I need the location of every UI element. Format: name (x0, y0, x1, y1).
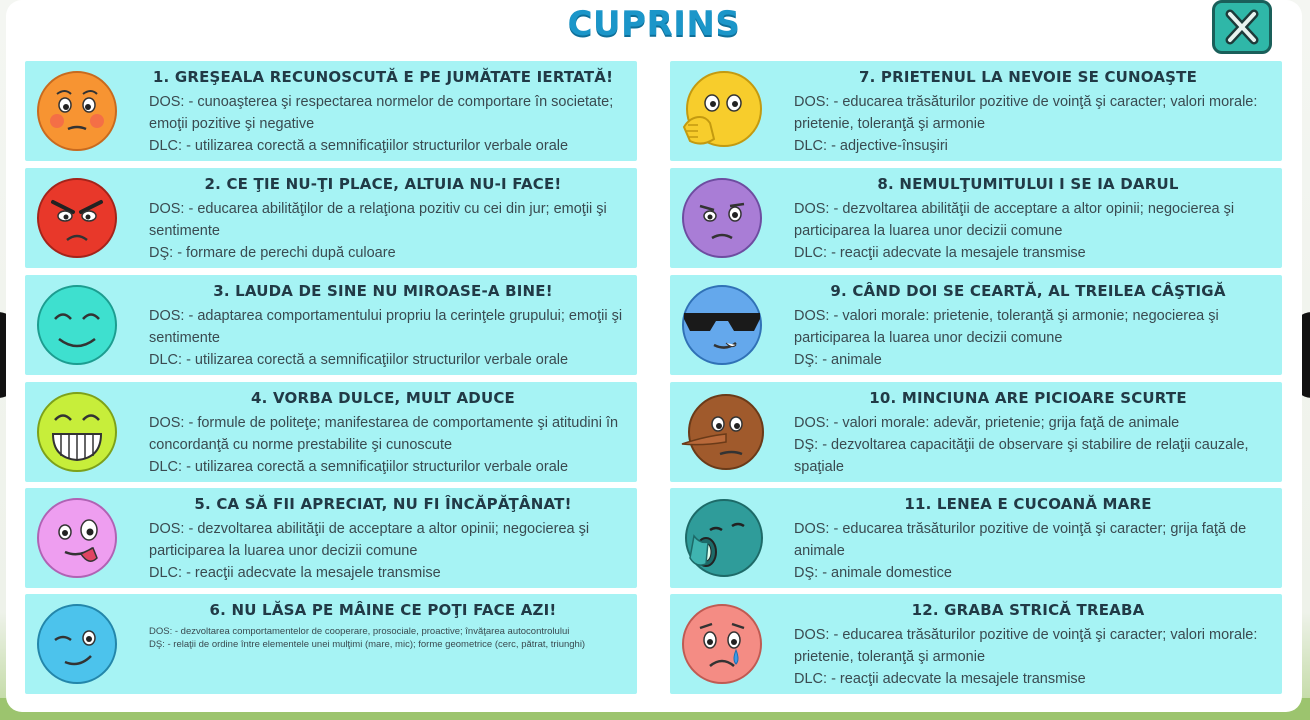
lesson-title: 4. VORBA DULCE, MULT ADUCE (251, 389, 515, 407)
lesson-title: 9. CÂND DOI SE CEARTĂ, AL TREILEA CÂŞTIGĂ (830, 282, 1226, 300)
lesson-line: DOS: - valori morale: adevăr, prietenie; grija faţă de animale (794, 415, 1180, 431)
lesson-line: DOS: - educarea trăsăturilor pozitive de voinţă şi caracter; valori morale: prietenie, toleranţă şi armonie (794, 627, 1258, 665)
lesson-description (794, 518, 1272, 584)
lesson-title: 6. NU LĂSA PE MÂINE CE POŢI FACE AZI! (209, 601, 557, 619)
lesson-line: DOS: - dezvoltarea comportamentelor de cooperare, prosociale, proactive; învăţarea autocontrolului (149, 626, 570, 637)
lesson-card[interactable] (670, 168, 1282, 268)
lesson-title: 10. MINCIUNA ARE PICIOARE SCURTE (869, 389, 1187, 407)
lesson-line: DLC: - utilizarea corectă a semnificaţiilor structurilor verbale orale (149, 459, 569, 475)
lesson-line: DŞ: - animale (794, 352, 882, 368)
lesson-line: DOS: - educarea abilităţilor de a relaţiona pozitiv cu cei din jur; emoţii şi sentimente (149, 201, 607, 239)
lesson-description (794, 305, 1272, 371)
lesson-card[interactable] (670, 594, 1282, 694)
lesson-line: DLC: - reacţii adecvate la mesajele transmise (794, 245, 1086, 261)
lesson-card[interactable] (25, 61, 637, 161)
lesson-title: 2. CE ŢIE NU-ŢI PLACE, ALTUIA NU-I FACE! (204, 175, 562, 193)
purple-unamused-face-icon (680, 176, 764, 260)
yellow-whispering-face-icon (680, 69, 764, 153)
lesson-line: DLC: - utilizarea corectă a semnificaţiilor structurilor verbale orale (149, 352, 569, 368)
lesson-line: DLC: - adjective-însuşiri (794, 138, 948, 154)
page-title: CUPRINS (567, 4, 741, 44)
lesson-card[interactable] (670, 61, 1282, 161)
lesson-card[interactable] (25, 382, 637, 482)
lesson-line: DOS: - educarea trăsăturilor pozitive de voinţă şi caracter; grija faţă de animale (794, 521, 1247, 559)
teal-yawning-face-icon (680, 496, 764, 580)
lesson-line: DOS: - valori morale: prietenie, toleranţă şi armonie; negocierea şi participarea la luarea unor decizii comune (794, 308, 1219, 346)
lesson-description (794, 412, 1272, 478)
lesson-description (149, 91, 627, 157)
lesson-line: DOS: - dezvoltarea abilităţii de acceptare a altor opinii; negocierea şi participarea la luarea unor decizii comune (794, 201, 1235, 239)
lesson-title: 3. LAUDA DE SINE NU MIROASE-A BINE! (213, 282, 553, 300)
blue-winking-face-icon (35, 602, 119, 686)
lesson-card[interactable] (25, 488, 637, 588)
pink-tongue-face-icon (35, 496, 119, 580)
lesson-description (794, 91, 1272, 157)
lesson-line: DOS: - educarea trăsăturilor pozitive de voinţă şi caracter; valori morale: prietenie, toleranţă şi armonie (794, 94, 1258, 132)
red-angry-face-icon (35, 176, 119, 260)
lesson-line: DŞ: - animale domestice (794, 565, 952, 581)
lesson-description (794, 198, 1272, 264)
lesson-line: DOS: - cunoaşterea şi respectarea normelor de comportare în societate; emoţii pozitive şi negative (149, 94, 614, 132)
orange-blushing-face-icon (35, 69, 119, 153)
lesson-card[interactable] (670, 488, 1282, 588)
lesson-card[interactable] (25, 275, 637, 375)
contents-panel (6, 0, 1302, 712)
lesson-card[interactable] (25, 594, 637, 694)
lesson-line: DŞ: - relaţii de ordine între elementele unei mulţimi (mare, mic); forme geometrice (cerc, pătrat, triunghi) (149, 638, 586, 650)
lesson-description (149, 412, 627, 478)
lesson-card[interactable] (25, 168, 637, 268)
salmon-crying-face-icon (680, 602, 764, 686)
lesson-description (149, 626, 627, 651)
lesson-line: DŞ: - dezvoltarea capacităţii de observare şi stabilire de relaţii cauzale, spaţiale (794, 437, 1249, 475)
lesson-line: DOS: - formule de politeţe; manifestarea de comportamente şi atitudini în concordanţă cu norme prestabilite şi cunoscute (149, 415, 619, 453)
lesson-title: 1. GREŞEALA RECUNOSCUTĂ E PE JUMĂTATE IERTATĂ! (152, 68, 614, 86)
brown-long-nose-face-icon (680, 390, 764, 474)
lesson-description (149, 305, 627, 371)
lime-grinning-face-icon (35, 390, 119, 474)
lesson-line: DLC: - reacţii adecvate la mesajele transmise (794, 671, 1086, 687)
lesson-card[interactable] (670, 382, 1282, 482)
lesson-title: 7. PRIETENUL LA NEVOIE SE CUNOAŞTE (858, 68, 1198, 86)
blue-sunglasses-face-icon (680, 283, 764, 367)
lesson-line: DOS: - adaptarea comportamentului propriu la cerinţele grupului; emoţii şi sentimente (149, 308, 623, 346)
lesson-line: DŞ: - formare de perechi după culoare (149, 245, 396, 261)
lesson-title: 12. GRABA STRICĂ TREABA (911, 601, 1145, 619)
lesson-description (149, 518, 627, 584)
lesson-line: DOS: - dezvoltarea abilităţii de acceptare a altor opinii; negocierea şi participarea la luarea unor decizii comune (149, 521, 590, 559)
lesson-title: 11. LENEA E CUCOANĂ MARE (904, 495, 1152, 513)
lesson-card[interactable] (670, 275, 1282, 375)
teal-smug-face-icon (35, 283, 119, 367)
lesson-description (149, 198, 627, 264)
close-button[interactable] (1212, 0, 1272, 54)
lesson-line: DLC: - utilizarea corectă a semnificaţiilor structurilor verbale orale (149, 138, 569, 154)
lesson-description (794, 624, 1272, 690)
lesson-title: 8. NEMULŢUMITULUI I SE IA DARUL (877, 175, 1179, 193)
close-x-icon (1223, 9, 1261, 45)
lesson-title: 5. CA SĂ FII APRECIAT, NU FI ÎNCĂPĂŢÂNAT! (194, 495, 572, 513)
lesson-line: DLC: - reacţii adecvate la mesajele transmise (149, 565, 441, 581)
